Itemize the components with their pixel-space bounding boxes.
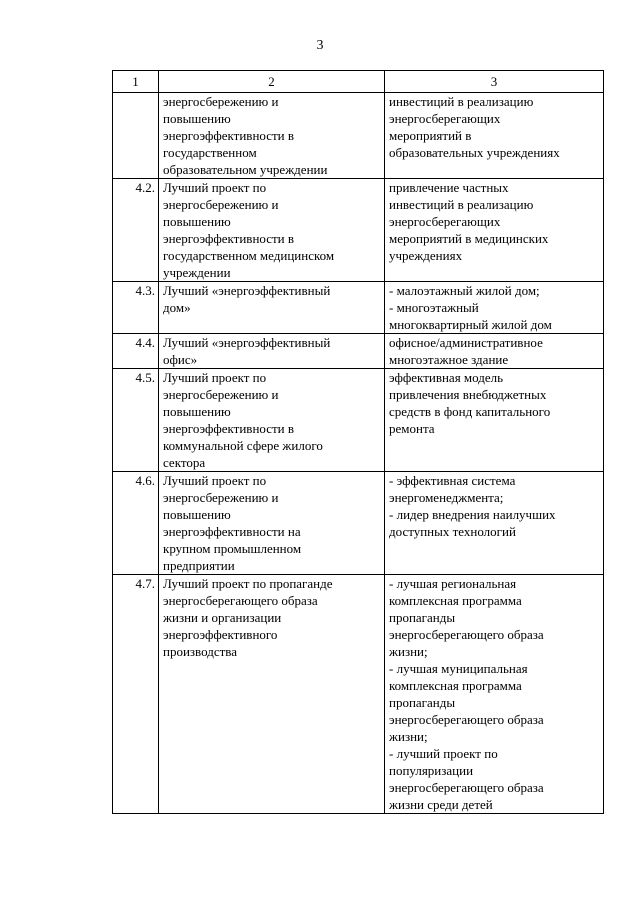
cell-text-line: Лучший проект по bbox=[163, 473, 267, 488]
cell-text-line: государственном медицинском bbox=[163, 248, 335, 263]
cell-text-line: - лучший проект по bbox=[389, 746, 498, 761]
cell-text-line: - многоэтажный bbox=[389, 300, 479, 315]
table-body bbox=[113, 93, 604, 814]
cell-text-line: Лучший «энергоэффективный bbox=[163, 283, 331, 298]
cell-text-line: сектора bbox=[163, 455, 206, 470]
cell-text-line: повышению bbox=[163, 507, 231, 522]
row-number: 4.3. bbox=[113, 282, 159, 334]
cell-text-line: - лидер внедрения наилучших bbox=[389, 507, 556, 522]
cell-text-line: образовательном учреждении bbox=[163, 162, 328, 177]
cell-text-line: офисное/административное bbox=[389, 335, 543, 350]
cell-text-line: жизни и организации bbox=[163, 610, 282, 625]
cell-text-line: инвестиций в реализацию bbox=[389, 94, 534, 109]
cell-text-line: крупном промышленном bbox=[163, 541, 302, 556]
nomination-criteria-cell bbox=[385, 334, 604, 369]
table-row bbox=[113, 334, 604, 369]
cell-text-line: привлечение частных bbox=[389, 180, 509, 195]
cell-text-line: государственном bbox=[163, 145, 257, 160]
nomination-title-cell bbox=[159, 179, 385, 282]
cell-text-line: инвестиций в реализацию bbox=[389, 197, 534, 212]
cell-text-line: энергосберегающих bbox=[389, 214, 501, 229]
cell-text-line: ремонта bbox=[389, 421, 435, 436]
table-header bbox=[113, 71, 604, 93]
cell-text-line: многоквартирный жилой дом bbox=[389, 317, 552, 332]
cell-text-line: энергоэффективности в bbox=[163, 128, 295, 143]
cell-text-line: многоэтажное здание bbox=[389, 352, 509, 367]
cell-text-line: пропаганды bbox=[389, 695, 456, 710]
row-number: 4.4. bbox=[113, 334, 159, 369]
header-col-1: 1 bbox=[113, 71, 159, 93]
nomination-title-cell bbox=[159, 472, 385, 575]
cell-text-line: Лучший проект по bbox=[163, 180, 267, 195]
cell-text-line: жизни; bbox=[389, 644, 428, 659]
cell-text-line: Лучший проект по пропаганде bbox=[163, 576, 333, 591]
row-number: 4.5. bbox=[113, 369, 159, 472]
cell-text-line: повышению bbox=[163, 404, 231, 419]
cell-text-line: повышению bbox=[163, 214, 231, 229]
row-number bbox=[113, 93, 159, 179]
cell-text-line: жизни среди детей bbox=[389, 797, 493, 812]
cell-text-line: энергосберегающих bbox=[389, 111, 501, 126]
nomination-criteria-cell bbox=[385, 369, 604, 472]
cell-text-line: предприятии bbox=[163, 558, 235, 573]
cell-text-line: образовательных учреждениях bbox=[389, 145, 560, 160]
nomination-criteria-cell bbox=[385, 575, 604, 814]
table-row bbox=[113, 93, 604, 179]
cell-text-line: популяризации bbox=[389, 763, 474, 778]
cell-text-line: учреждениях bbox=[389, 248, 463, 263]
cell-text-line: энергосберегающего образа bbox=[389, 627, 544, 642]
nominations-table bbox=[112, 70, 604, 814]
nomination-title-cell bbox=[159, 93, 385, 179]
nomination-title-cell bbox=[159, 369, 385, 472]
cell-text-line: энергоэффективности в bbox=[163, 421, 295, 436]
table-row bbox=[113, 179, 604, 282]
cell-text-line: эффективная модель bbox=[389, 370, 504, 385]
nomination-title-cell bbox=[159, 282, 385, 334]
row-number: 4.2. bbox=[113, 179, 159, 282]
cell-text-line: - лучшая муниципальная bbox=[389, 661, 528, 676]
cell-text-line: производства bbox=[163, 644, 238, 659]
cell-text-line: комплексная программа bbox=[389, 593, 522, 608]
cell-text-line: энергоэффективности в bbox=[163, 231, 295, 246]
cell-text-line: мероприятий в bbox=[389, 128, 472, 143]
cell-text-line: Лучший «энергоэффективный bbox=[163, 335, 331, 350]
cell-text-line: энергосбережению и bbox=[163, 197, 279, 212]
cell-text-line: - малоэтажный жилой дом; bbox=[389, 283, 540, 298]
cell-text-line: - эффективная система bbox=[389, 473, 516, 488]
row-number: 4.7. bbox=[113, 575, 159, 814]
cell-text-line: энергосбережению и bbox=[163, 490, 279, 505]
cell-text-line: учреждении bbox=[163, 265, 231, 280]
nomination-title-cell bbox=[159, 575, 385, 814]
cell-text-line: повышению bbox=[163, 111, 231, 126]
cell-text-line: энергоменеджмента; bbox=[389, 490, 504, 505]
cell-text-line: средств в фонд капитального bbox=[389, 404, 551, 419]
cell-text-line: пропаганды bbox=[389, 610, 456, 625]
cell-text-line: энергосберегающего образа bbox=[389, 780, 544, 795]
table-row bbox=[113, 575, 604, 814]
nomination-title-cell bbox=[159, 334, 385, 369]
cell-text-line: Лучший проект по bbox=[163, 370, 267, 385]
cell-text-line: дом» bbox=[163, 300, 191, 315]
row-number: 4.6. bbox=[113, 472, 159, 575]
cell-text-line: жизни; bbox=[389, 729, 428, 744]
cell-text-line: офис» bbox=[163, 352, 198, 367]
nomination-criteria-cell bbox=[385, 179, 604, 282]
cell-text-line: энергосберегающего образа bbox=[163, 593, 318, 608]
cell-text-line: доступных технологий bbox=[389, 524, 516, 539]
header-col-2: 2 bbox=[159, 71, 385, 93]
page-number: 3 bbox=[316, 38, 324, 53]
table-row bbox=[113, 472, 604, 575]
cell-text-line: энергосбережению и bbox=[163, 387, 279, 402]
table-row bbox=[113, 282, 604, 334]
header-col-3: 3 bbox=[385, 71, 604, 93]
cell-text-line: комплексная программа bbox=[389, 678, 522, 693]
cell-text-line: энергоэффективности на bbox=[163, 524, 301, 539]
cell-text-line: привлечения внебюджетных bbox=[389, 387, 547, 402]
cell-text-line: коммунальной сфере жилого bbox=[163, 438, 323, 453]
nomination-criteria-cell bbox=[385, 472, 604, 575]
cell-text-line: мероприятий в медицинских bbox=[389, 231, 549, 246]
header-row bbox=[113, 71, 604, 93]
cell-text-line: - лучшая региональная bbox=[389, 576, 517, 591]
cell-text-line: энергосбережению и bbox=[163, 94, 279, 109]
nomination-criteria-cell bbox=[385, 93, 604, 179]
table-row bbox=[113, 369, 604, 472]
cell-text-line: энергосберегающего образа bbox=[389, 712, 544, 727]
cell-text-line: энергоэффективного bbox=[163, 627, 278, 642]
nomination-criteria-cell bbox=[385, 282, 604, 334]
